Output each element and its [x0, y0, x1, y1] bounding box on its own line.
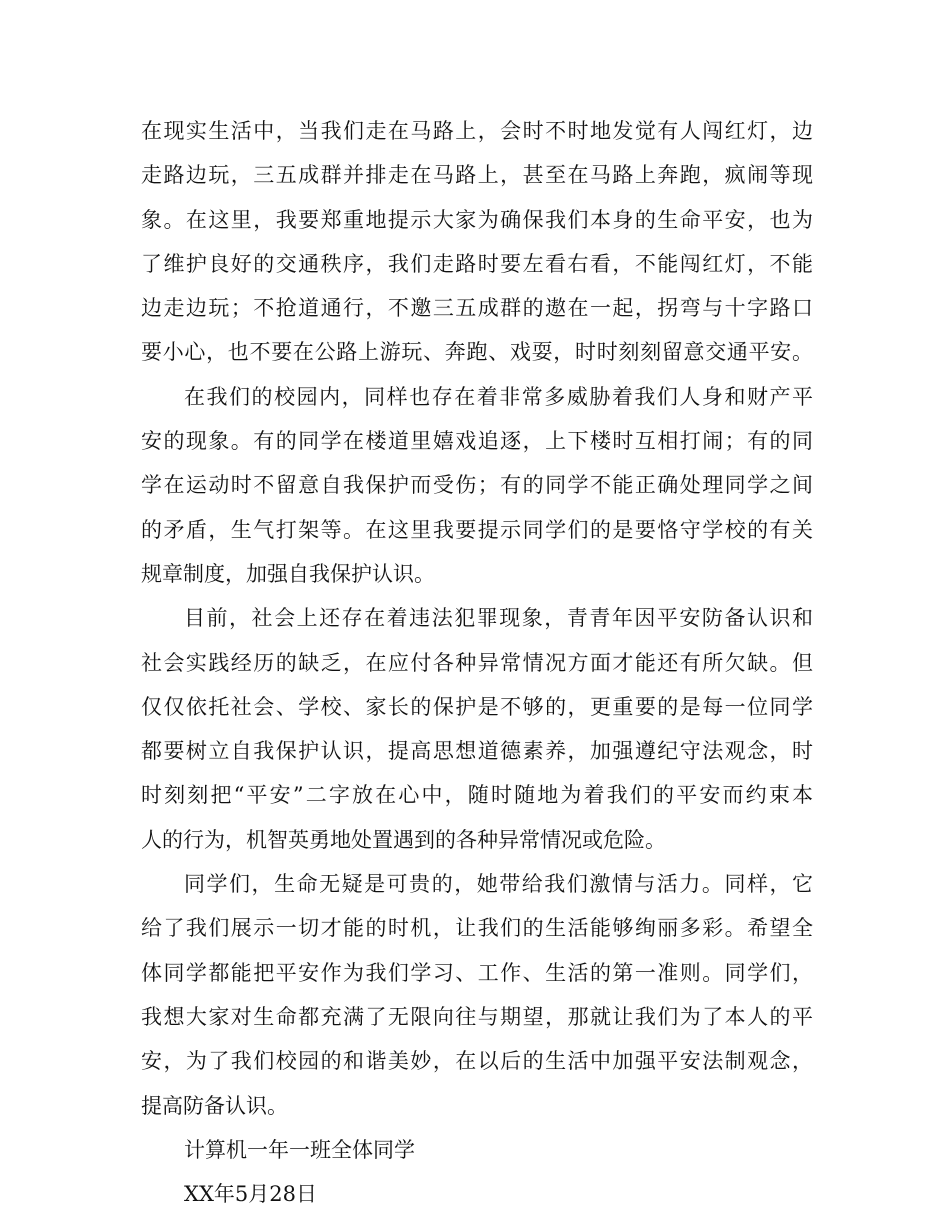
paragraph-2 — [141, 375, 813, 596]
paragraph-line: 在我们的校园内，同样也存在着非常多威胁着我们人身和财产平 — [184, 384, 813, 409]
paragraph-line: 规章制度，加强自我保护认识。 — [141, 561, 435, 586]
paragraph-line: 都要树立自我保护认识，提高思想道德素养，加强遵纪守法观念，时 — [141, 739, 813, 764]
paragraph-line: 同学们，生命无疑是可贵的，她带给我们激情与活力。同样，它 — [184, 872, 813, 897]
paragraph-line: 的矛盾，生气打架等。在这里我要提示同学们的是要恪守学校的有关 — [141, 517, 813, 542]
paragraph-line: 给了我们展示一切才能的时机，让我们的生活能够绚丽多彩。希望全 — [141, 916, 813, 941]
paragraph-line: 在现实生活中，当我们走在马路上，会时不时地发觉有人闯红灯，边 — [141, 119, 813, 143]
paragraph-4 — [141, 862, 813, 1128]
date-line: XX年5月28日 — [184, 1182, 317, 1207]
paragraph-line: 安的现象。有的同学在楼道里嬉戏追逐，上下楼时互相打闹；有的同 — [141, 429, 813, 454]
paragraph-line: 边走边玩；不抢道通行，不邀三五成群的遨在一起，拐弯与十字路口 — [141, 296, 813, 321]
paragraph-3 — [141, 596, 813, 862]
paragraph-line: 提高防备认识。 — [141, 1093, 288, 1118]
document-body — [141, 109, 813, 1216]
paragraph-line: 走路边玩，三五成群并排走在马路上，甚至在马路上奔跑，疯闹等现 — [141, 163, 813, 188]
paragraph-line: 安，为了我们校园的和谐美妙，在以后的生活中加强平安法制观念， — [141, 1049, 813, 1074]
paragraph-line: 体同学都能把平安作为我们学习、工作、生活的第一准则。同学们， — [141, 960, 813, 985]
paragraph-line: 目前，社会上还存在着违法犯罪现象，青青年因平安防备认识和 — [184, 606, 813, 631]
paragraph-line: 我想大家对生命都充满了无限向往与期望，那就让我们为了本人的平 — [141, 1004, 813, 1029]
paragraph-line: 人的行为，机智英勇地处置遇到的各种异常情况或危险。 — [141, 827, 666, 852]
paragraph-line: 仅仅依托社会、学校、家长的保护是不够的，更重要的是每一位同学 — [141, 694, 813, 719]
paragraph-line: 时刻刻把“平安”二字放在心中，随时随地为着我们的平安而约束本 — [141, 783, 813, 808]
paragraph-line: 要小心，也不要在公路上游玩、奔跑、戏耍，时时刻刻留意交通平安。 — [141, 340, 813, 365]
paragraph-line: 学在运动时不留意自我保护而受伤；有的同学不能正确处理同学之间 — [141, 473, 813, 498]
paragraph-line: 象。在这里，我要郑重地提示大家为确保我们本身的生命平安，也为 — [141, 207, 813, 232]
paragraph-line: 了维护良好的交通秩序，我们走路时要左看右看，不能闯红灯，不能 — [141, 251, 813, 276]
signature-line: 计算机一年一班全体同学 — [184, 1137, 415, 1162]
paragraph-1 — [141, 109, 813, 375]
paragraph-line: 社会实践经历的缺乏，在应付各种异常情况方面才能还有所欠缺。但 — [141, 650, 813, 675]
